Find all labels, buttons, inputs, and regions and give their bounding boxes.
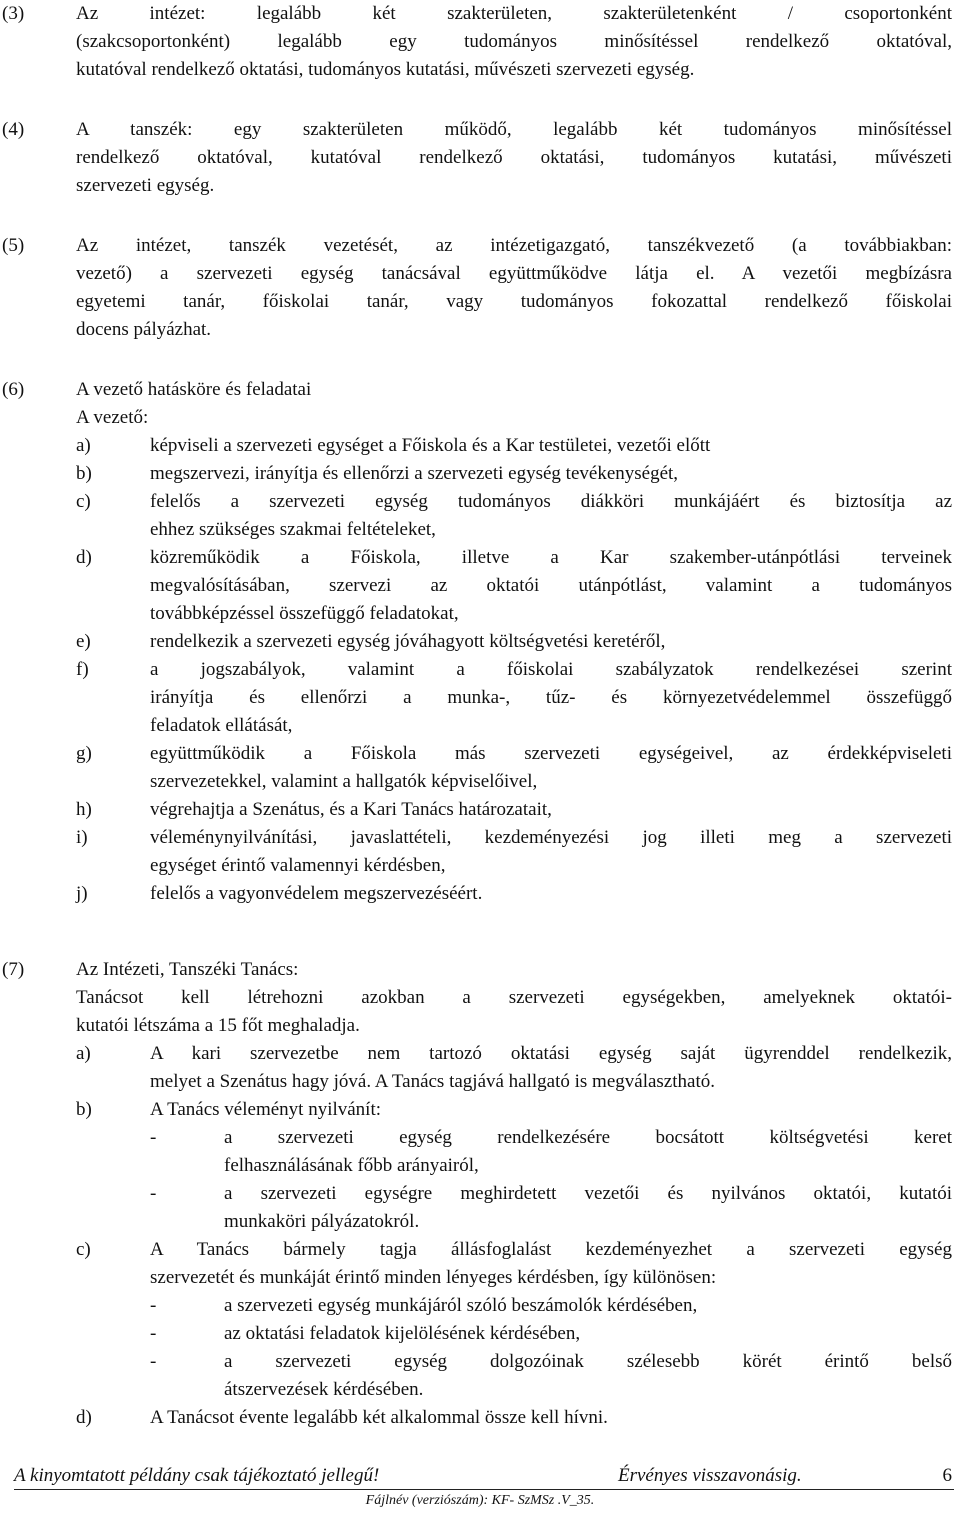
list-item: [76, 656, 952, 740]
text-line: rendelkezik a szervezeti egység jóváhagyott költségvetési keretéről,: [150, 631, 666, 652]
paragraph-5: [0, 232, 952, 344]
sub-item: [76, 1180, 952, 1236]
paragraph-4: [0, 116, 952, 200]
page-number: 6: [942, 1465, 952, 1486]
text-line: a jogszabályok, valamint a főiskolai szabályzatok rendelkezései szerint: [150, 659, 952, 680]
list-item: [76, 544, 952, 628]
text-line: felhasználásának főbb arányairól,: [224, 1155, 479, 1176]
text-line: kutatóval rendelkező oktatási, tudományos kutatási, művészeti szervezeti egység.: [76, 59, 695, 80]
text-line: melyet a Szenátus hagy jóvá. A Tanács tagjává hallgató is megválasztható.: [150, 1071, 715, 1092]
sub-item: [76, 1320, 952, 1348]
text-line: A Tanács bármely tagja állásfoglalást kezdeményezhet a szervezeti egység: [150, 1239, 952, 1260]
item-label: b): [76, 1099, 92, 1120]
item-label: f): [76, 659, 89, 680]
item-label: i): [76, 827, 88, 848]
text-line: felelős a vagyonvédelem megszervezéséért.: [150, 883, 483, 904]
text-line: docens pályázhat.: [76, 319, 212, 340]
text-line: A Tanács véleményt nyilvánít:: [150, 1099, 382, 1120]
item-label: c): [76, 491, 91, 512]
text-line: felelős a szervezeti egység tudományos diákköri munkájáért és biztosítja az: [150, 491, 952, 512]
list-item: [76, 824, 952, 880]
list-item: [76, 432, 952, 460]
text-line: egyetemi tanár, főiskolai tanár, vagy tudományos fokozattal rendelkező főiskolai: [76, 291, 952, 312]
text-line: A Tanácsot évente legalább két alkalommal össze kell hívni.: [150, 1407, 608, 1428]
item-label: c): [76, 1239, 91, 1260]
text-line: Az intézet, tanszék vezetését, az intézetigazgató, tanszékvezető (a továbbiakban:: [76, 235, 952, 256]
text-line: megvalósításában, szervezi az oktatói utánpótlást, valamint a tudományos: [150, 575, 952, 596]
paragraph-number: (5): [2, 235, 25, 256]
paragraph-7: [0, 956, 952, 1432]
dash-marker: -: [150, 1183, 157, 1204]
section-heading: A vezető hatásköre és feladatai: [76, 379, 312, 400]
text-line: irányítja és ellenőrzi a munka-, tűz- és környezetvédelemmel összefüggő: [150, 687, 952, 708]
paragraph-6: [0, 376, 952, 908]
list-item: [76, 880, 952, 908]
text-line: feladatok ellátását,: [150, 715, 293, 736]
text-line: ehhez szükséges szakmai feltételeket,: [150, 519, 436, 540]
item-label: d): [76, 547, 92, 568]
dash-marker: -: [150, 1295, 157, 1316]
paragraph-number: (6): [2, 379, 25, 400]
text-line: Az intézet: legalább két szakterületen, szakterületenként / csoportonként: [76, 3, 952, 24]
page-footer: [14, 1462, 954, 1490]
text-line: képviseli a szervezeti egységet a Főiskola és a Kar testületei, vezetői előtt: [150, 435, 711, 456]
text-line: (szakcsoportonként) legalább egy tudományos minősítéssel rendelkező oktatóval,: [76, 31, 952, 52]
text-line: munkaköri pályázatokról.: [224, 1211, 420, 1232]
list-item: [76, 1236, 952, 1404]
list-item: [76, 796, 952, 824]
footer-validity: Érvényes visszavonásig.: [618, 1465, 802, 1486]
list-item: [76, 460, 952, 488]
item-label: g): [76, 743, 92, 764]
item-label: e): [76, 631, 91, 652]
text-line: A kari szervezetbe nem tartozó oktatási egység saját ügyrenddel rendelkezik,: [150, 1043, 952, 1064]
item-label: b): [76, 463, 92, 484]
list-item: [76, 1404, 952, 1432]
footer-filename: Fájlnév (verziószám): KF- SzMSz .V_35.: [365, 1493, 595, 1508]
item-label: d): [76, 1407, 92, 1428]
text-line: szervezetekkel, valamint a hallgatók képviselőivel,: [150, 771, 538, 792]
text-line: szervezetét és munkáját érintő minden lényeges kérdésben, így különösen:: [150, 1267, 717, 1288]
item-label: h): [76, 799, 92, 820]
text-line: kutatói létszáma a 15 főt meghaladja.: [76, 1015, 360, 1036]
paragraph-3: [0, 0, 952, 84]
paragraph-number: (7): [2, 959, 25, 980]
footer-notice: A kinyomtatott példány csak tájékoztató jellegű!: [14, 1465, 380, 1486]
text-line: közreműködik a Főiskola, illetve a Kar szakember-utánpótlási terveinek: [150, 547, 952, 568]
item-label: a): [76, 435, 91, 456]
text-line: továbbképzéssel összefüggő feladatokat,: [150, 603, 459, 624]
item-label: j): [76, 883, 88, 904]
list-item: [76, 1040, 952, 1096]
list-item: [76, 740, 952, 796]
text-line: egységet érintő valamennyi kérdésben,: [150, 855, 446, 876]
footer-divider: [14, 1489, 954, 1490]
text-line: együttműködik a Főiskola más szervezeti egységeivel, az érdekképviseleti: [150, 743, 952, 764]
text-line: véleménynyilvánítási, javaslattételi, kezdeményezési jog illeti meg a szervezeti: [150, 827, 952, 848]
paragraph-number: (4): [2, 119, 25, 140]
dash-marker: -: [150, 1127, 157, 1148]
paragraph-number: (3): [2, 3, 25, 24]
text-line: az oktatási feladatok kijelölésének kérdésében,: [224, 1323, 581, 1344]
section-heading: Az Intézeti, Tanszéki Tanács:: [76, 959, 299, 980]
text-line: rendelkező oktatóval, kutatóval rendelkező oktatási, tudományos kutatási, művészeti: [76, 147, 952, 168]
dash-marker: -: [150, 1323, 157, 1344]
text-line: megszervezi, irányítja és ellenőrzi a szervezeti egység tevékenységét,: [150, 463, 679, 484]
sub-item: [76, 1348, 952, 1404]
section-subheading: A vezető:: [76, 407, 149, 428]
text-line: átszervezések kérdésében.: [224, 1379, 424, 1400]
list-item: [76, 488, 952, 544]
text-line: szervezeti egység.: [76, 175, 215, 196]
text-line: Tanácsot kell létrehozni azokban a szervezeti egységekben, amelyeknek oktatói-: [76, 987, 952, 1008]
text-line: a szervezeti egység munkájáról szóló beszámolók kérdésében,: [224, 1295, 698, 1316]
item-label: a): [76, 1043, 91, 1064]
list-item: [76, 628, 952, 656]
text-line: a szervezeti egység rendelkezésére bocsátott költségvetési keret: [224, 1127, 952, 1148]
text-line: a szervezeti egység dolgozóinak szélesebb körét érintő belső: [224, 1351, 952, 1372]
text-line: végrehajtja a Szenátus, és a Kari Tanács határozatait,: [150, 799, 552, 820]
text-line: a szervezeti egységre meghirdetett vezetői és nyilvános oktatói, kutatói: [224, 1183, 952, 1204]
sub-item: [76, 1124, 952, 1180]
dash-marker: -: [150, 1351, 157, 1372]
text-line: A tanszék: egy szakterületen működő, legalább két tudományos minősítéssel: [76, 119, 952, 140]
sub-item: [76, 1292, 952, 1320]
list-item: [76, 1096, 952, 1236]
text-line: vezető) a szervezeti egység tanácsával együttműködve látja el. A vezetői megbízásra: [76, 263, 952, 284]
